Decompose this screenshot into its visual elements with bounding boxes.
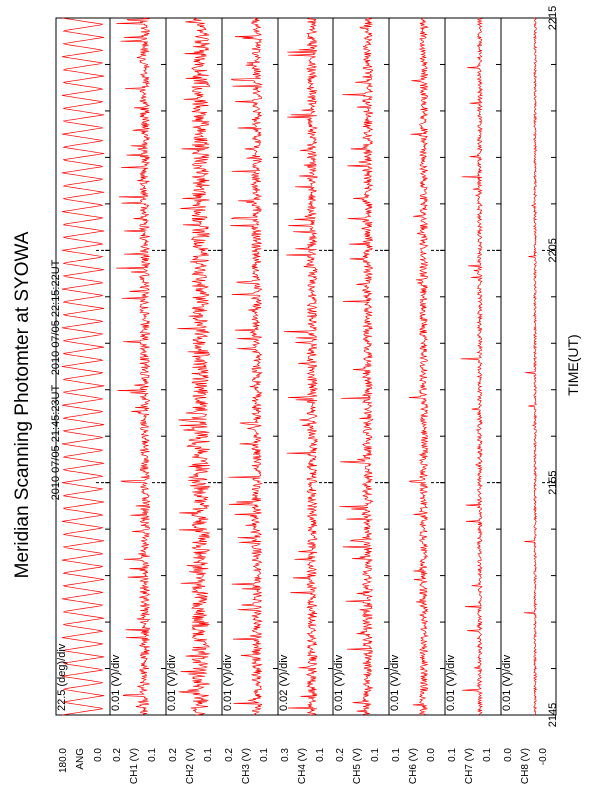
y-tick-label: 0.2 [224, 748, 235, 762]
panel-frame [445, 18, 501, 715]
panel-ylabel: CH3 (V) [241, 748, 252, 785]
panel [278, 18, 333, 715]
series-line [62, 18, 104, 715]
panel [445, 18, 501, 715]
panel-ylabel: CH7 (V) [464, 748, 475, 785]
y-tick-label: 0.1 [259, 748, 270, 762]
x-tick-label: 2205 [547, 238, 559, 263]
y-tick-label: 0.1 [370, 748, 381, 762]
y-tick-label: 0.1 [482, 748, 493, 762]
panel-frame [110, 18, 166, 715]
x-tick-label: 2145 [547, 702, 559, 728]
y-tick-label: 0.1 [147, 748, 158, 762]
x-tick-label: 2215 [547, 5, 559, 31]
panel-frame [278, 18, 333, 715]
y-tick-label: 0.1 [315, 748, 326, 762]
series-line [409, 18, 428, 715]
panel-ylabel: CH6 (V) [408, 748, 419, 785]
time-range: 2010 07/05 21:45:23UT - 2010 07/05 22:15:22UT [50, 259, 62, 501]
y-tick-label: 0.0 [503, 748, 514, 762]
series-line [116, 18, 149, 715]
panel-scale: 0.02 (V)/div [278, 654, 290, 711]
panel [333, 18, 389, 715]
y-tick-label: 0.0 [93, 748, 104, 762]
panel-scale: 0.01 (V)/div [222, 654, 234, 711]
panel [56, 18, 110, 715]
panel-ylabel: CH8 (V) [520, 748, 531, 785]
panel [110, 18, 166, 715]
panel-frame [166, 18, 222, 715]
y-tick-label: 0.1 [391, 748, 402, 762]
panel-scale: 22.5 (deg)/div [56, 643, 68, 711]
series-line [284, 18, 317, 715]
y-tick-label: -0.0 [538, 748, 549, 766]
y-tick-label: 0.1 [447, 748, 458, 762]
y-tick-label: 0.2 [112, 748, 123, 762]
x-tick-label: 2155 [547, 470, 559, 495]
y-tick-label: 0.3 [280, 748, 291, 762]
y-tick-label: 0.2 [335, 748, 346, 762]
series-line [178, 18, 210, 715]
series-line [524, 18, 536, 715]
panel [389, 18, 445, 715]
y-tick-label: 0.0 [426, 748, 437, 762]
panel [166, 18, 222, 715]
y-tick-label: 0.1 [203, 748, 214, 762]
panel-scale: 0.01 (V)/div [333, 654, 345, 711]
panel [501, 18, 556, 715]
panel [222, 18, 278, 715]
chart-title: Meridian Scanning Photomter at SYOWA [12, 231, 33, 579]
panel-frame [333, 18, 389, 715]
panel-frame [501, 18, 556, 715]
panel-ylabel: CH5 (V) [352, 748, 363, 785]
panel-scale: 0.01 (V)/div [445, 654, 457, 711]
panel-scale: 0.01 (V)/div [166, 654, 178, 711]
panel-ylabel: CH4 (V) [297, 748, 308, 785]
y-tick-label: 0.2 [168, 748, 179, 762]
series-line [461, 18, 482, 715]
panel-frame [389, 18, 445, 715]
panel-scale: 0.01 (V)/div [110, 654, 122, 711]
panel-ylabel: ANG [75, 748, 86, 770]
panel-scale: 0.01 (V)/div [389, 654, 401, 711]
x-axis-label: TIME(UT) [565, 334, 581, 396]
series-line [339, 18, 372, 715]
panel-ylabel: CH2 (V) [185, 748, 196, 785]
panel-ylabel: CH1 (V) [129, 748, 140, 785]
y-tick-label: 180.0 [58, 748, 69, 774]
panel-scale: 0.01 (V)/div [501, 654, 513, 711]
series-line [228, 18, 261, 715]
